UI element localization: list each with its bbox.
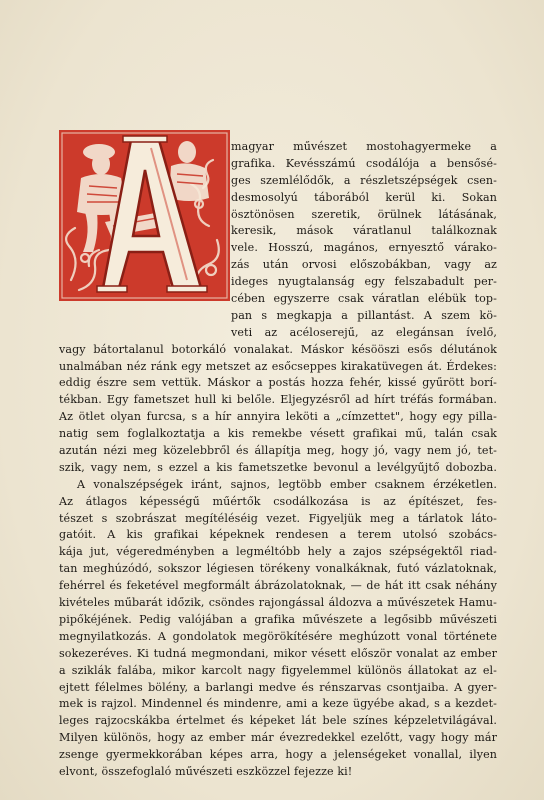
text-line: tészet s szobrászat megítéléséig vezet. Figyeljük meg a tárlatok láto- xyxy=(59,511,497,525)
text-line: A vonalszépségek iránt, sajnos, legtöbb ember csaknem érzéketlen. xyxy=(77,477,497,491)
text-line: kivételes műbarát időzik, csöndes rajongással áldozva a művészetek Hamu- xyxy=(59,596,497,610)
text-line: cében egyszerre csak váratlan elébük top- xyxy=(231,292,497,306)
text-line: veti az acéloserejű, az elegánsan ívelő, xyxy=(231,325,497,339)
text-line: tékban. Egy fametszet hull ki belőle. Eljegyzésről ad hírt tréfás formában. xyxy=(59,393,497,407)
text-line: ejtett félelmes bölény, a barlangi medve és rénszarvas csontjaiba. A gyer- xyxy=(59,680,497,694)
text-line: grafika. Kevésszámú csodálója a bensősé- xyxy=(231,156,497,170)
text-line: eddig észre sem vettük. Máskor a postás hozza fehér, kissé gyűrött borí- xyxy=(59,376,497,390)
text-line: a sziklák falába, mikor karcolt nagy figyelemmel különös állatokat az el- xyxy=(59,663,497,677)
text-line: vagy bátortalanul botorkáló vonalakat. Máskor késööszi esős délutánok xyxy=(59,342,497,356)
text-line: elvont, összefoglaló művészeti eszközzel fejezze ki! xyxy=(59,764,353,778)
text-line: tan meghúzódó, sokszor légiesen törékeny vonalkáknak, futó vázlatoknak, xyxy=(59,562,497,576)
text-line: natig sem foglalkoztatja a kis remekbe vésett grafikai mű, talán csak xyxy=(59,427,497,441)
text-line: pipőkéjének. Pedig valójában a grafika művészete a legősibb művészeti xyxy=(59,612,497,626)
text-line: desmosolyú táborából kerül ki. Sokan xyxy=(231,190,497,204)
text-line: pan s megkapja a pillantást. A szem kö- xyxy=(231,308,497,322)
text-line: megnyilatkozás. A gondolatok megörökítésére meghúzott vonal története xyxy=(59,629,497,643)
text-line: mek is rajzol. Mindennel és mindenre, ami a keze ügyébe akad, s a kezdet- xyxy=(59,697,497,711)
text-line: leges rajzocskákba értelmet és képeket lát bele színes képzeletvilágával. xyxy=(59,714,497,728)
text-line: Az átlagos képességű műértők csodálkozása is az építészet, fes- xyxy=(59,494,497,508)
text-line: Milyen különös, hogy az ember már évezredekkel ezelőtt, vagy hogy már xyxy=(59,731,497,745)
text-line: ideges nyugtalanság egy felszabadult per- xyxy=(231,275,497,289)
text-line: gatóit. A kis grafikai képeknek rendesen a terem utolsó szobács- xyxy=(59,528,497,542)
text-line: ösztönösen szeretik, örülnek látásának, xyxy=(231,207,497,221)
text-line: ges szemlélődők, a részletszépségek csen- xyxy=(231,173,497,187)
article-body xyxy=(59,139,497,781)
text-line: fehérrel és feketével megformált ábrázolatoknak, — de hát itt csak néhány xyxy=(59,579,497,593)
text-line: magyar művészet mostohagyermeke a xyxy=(231,140,497,153)
text-line: zás után orvosi előszobákban, vagy az xyxy=(231,258,497,272)
text-line: keresik, mások váratlanul találkoznak xyxy=(231,224,497,238)
text-line: sokezeréves. Ki tudná megmondani, mikor vésett először vonalat az ember xyxy=(59,646,497,660)
text-line: Az ötlet olyan furcsa, s a hír annyira leköti a „címzettet", hogy egy pilla- xyxy=(59,410,497,424)
text-line: zsenge gyermekkorában képes arra, hogy a jelenségeket vonallal, ilyen xyxy=(59,748,497,762)
text-line: kája jut, végeredményben a legméltóbb hely a zajos szépségektől riad- xyxy=(59,545,497,559)
text-line: szik, vagy nem, s ezzel a kis fametszetke bevonul a levélgyűjtő dobozba. xyxy=(59,460,497,474)
text-line: unalmában néz ránk egy metszet az esőcseppes kirakatüvegen át. Érdekes: xyxy=(59,359,497,373)
text-line: vele. Hosszú, magános, ernyesztő várako- xyxy=(231,241,497,255)
text-line: azután nézi meg közelebbről és állapítja meg, hogy jó, vagy nem jó, tet- xyxy=(59,444,497,458)
